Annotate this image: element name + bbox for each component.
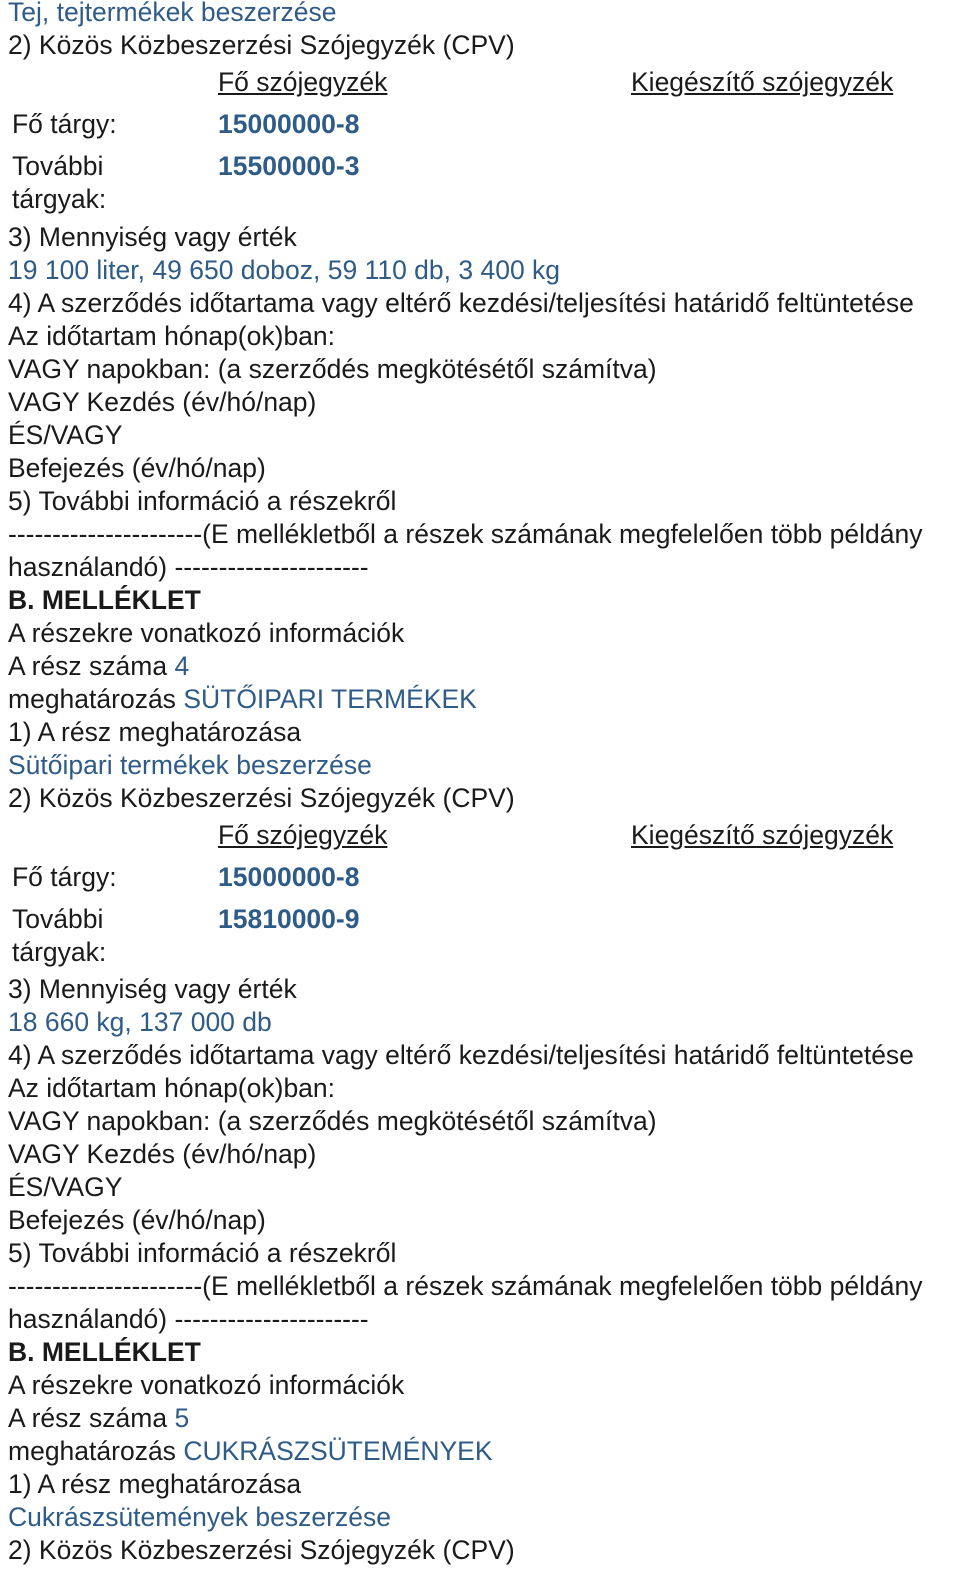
separator-line-1: ----------------------(E mellékletből a részek számának megfelelően több példány — [8, 1271, 923, 1301]
cpv-heading: 2) Közös Közbeszerzési Szójegyzék (CPV) — [8, 1535, 515, 1565]
cpv-heading: 2) Közös Közbeszerzési Szójegyzék (CPV) — [8, 783, 515, 813]
cpv-heading: 2) Közös Közbeszerzési Szójegyzék (CPV) — [8, 30, 515, 60]
definition-value: SÜTŐIPARI TERMÉKEK — [183, 684, 477, 714]
quantity-value: 19 100 liter, 49 650 doboz, 59 110 db, 3 400 kg — [8, 255, 561, 285]
further-objects-code: 15500000-3 — [218, 151, 360, 181]
info-heading: A részekre vonatkozó információk — [8, 1370, 405, 1400]
main-object-label: Fő tárgy: — [12, 862, 117, 892]
duration-heading: 4) A szerződés időtartama vagy eltérő kezdési/teljesítési határidő feltüntetése — [8, 288, 914, 318]
duration-days: VAGY napokban: (a szerződés megkötésétől számítva) — [8, 1106, 657, 1136]
definition-label: meghatározás — [8, 684, 176, 714]
definition-value: CUKRÁSZSÜTEMÉNYEK — [183, 1436, 493, 1466]
separator-line-2: használandó) ---------------------- — [8, 552, 369, 582]
part-number-value: 4 — [174, 651, 190, 681]
part-number — [8, 650, 189, 683]
main-object-code: 15000000-8 — [218, 109, 360, 139]
end-date: Befejezés (év/hó/nap) — [8, 453, 266, 483]
additional-info: 5) További információ a részekről — [8, 486, 397, 516]
main-object-label: Fő tárgy: — [12, 109, 117, 139]
further-objects-label: További tárgyak: — [12, 904, 107, 967]
and-or: ÉS/VAGY — [8, 420, 123, 450]
definition — [8, 683, 477, 716]
annex-heading: B. MELLÉKLET — [8, 585, 201, 615]
main-vocab-heading: Fő szójegyzék — [218, 67, 388, 97]
main-vocab-heading: Fő szójegyzék — [218, 820, 388, 850]
part-title: Cukrászsütemények beszerzése — [8, 1502, 391, 1532]
supp-vocab-heading: Kiegészítő szójegyzék — [631, 67, 894, 97]
end-date: Befejezés (év/hó/nap) — [8, 1205, 266, 1235]
duration-days: VAGY napokban: (a szerződés megkötésétől számítva) — [8, 354, 657, 384]
definition-label: meghatározás — [8, 1436, 176, 1466]
part-number-label: A rész száma — [8, 651, 168, 681]
separator-line-1: ----------------------(E mellékletből a részek számának megfelelően több példány — [8, 519, 923, 549]
supp-vocab-heading: Kiegészítő szójegyzék — [631, 820, 894, 850]
duration-heading: 4) A szerződés időtartama vagy eltérő kezdési/teljesítési határidő feltüntetése — [8, 1040, 914, 1070]
part-number — [8, 1402, 189, 1435]
and-or: ÉS/VAGY — [8, 1172, 123, 1202]
quantity-heading: 3) Mennyiség vagy érték — [8, 974, 297, 1004]
annex-heading: B. MELLÉKLET — [8, 1337, 201, 1367]
start-date: VAGY Kezdés (év/hó/nap) — [8, 1139, 317, 1169]
additional-info: 5) További információ a részekről — [8, 1238, 397, 1268]
part-def-heading: 1) A rész meghatározása — [8, 717, 302, 747]
part-number-value: 5 — [174, 1403, 190, 1433]
quantity-heading: 3) Mennyiség vagy érték — [8, 222, 297, 252]
further-objects-label: További tárgyak: — [12, 151, 107, 214]
start-date: VAGY Kezdés (év/hó/nap) — [8, 387, 317, 417]
main-object-code: 15000000-8 — [218, 862, 360, 892]
info-heading: A részekre vonatkozó információk — [8, 618, 405, 648]
part-title: Tej, tejtermékek beszerzése — [8, 0, 337, 27]
separator-line-2: használandó) ---------------------- — [8, 1304, 369, 1334]
quantity-value: 18 660 kg, 137 000 db — [8, 1007, 272, 1037]
definition — [8, 1435, 493, 1468]
part-def-heading: 1) A rész meghatározása — [8, 1469, 302, 1499]
further-objects-code: 15810000-9 — [218, 904, 360, 934]
duration-months: Az időtartam hónap(ok)ban: — [8, 1073, 336, 1103]
part-number-label: A rész száma — [8, 1403, 168, 1433]
part-title: Sütőipari termékek beszerzése — [8, 750, 372, 780]
duration-months: Az időtartam hónap(ok)ban: — [8, 321, 336, 351]
